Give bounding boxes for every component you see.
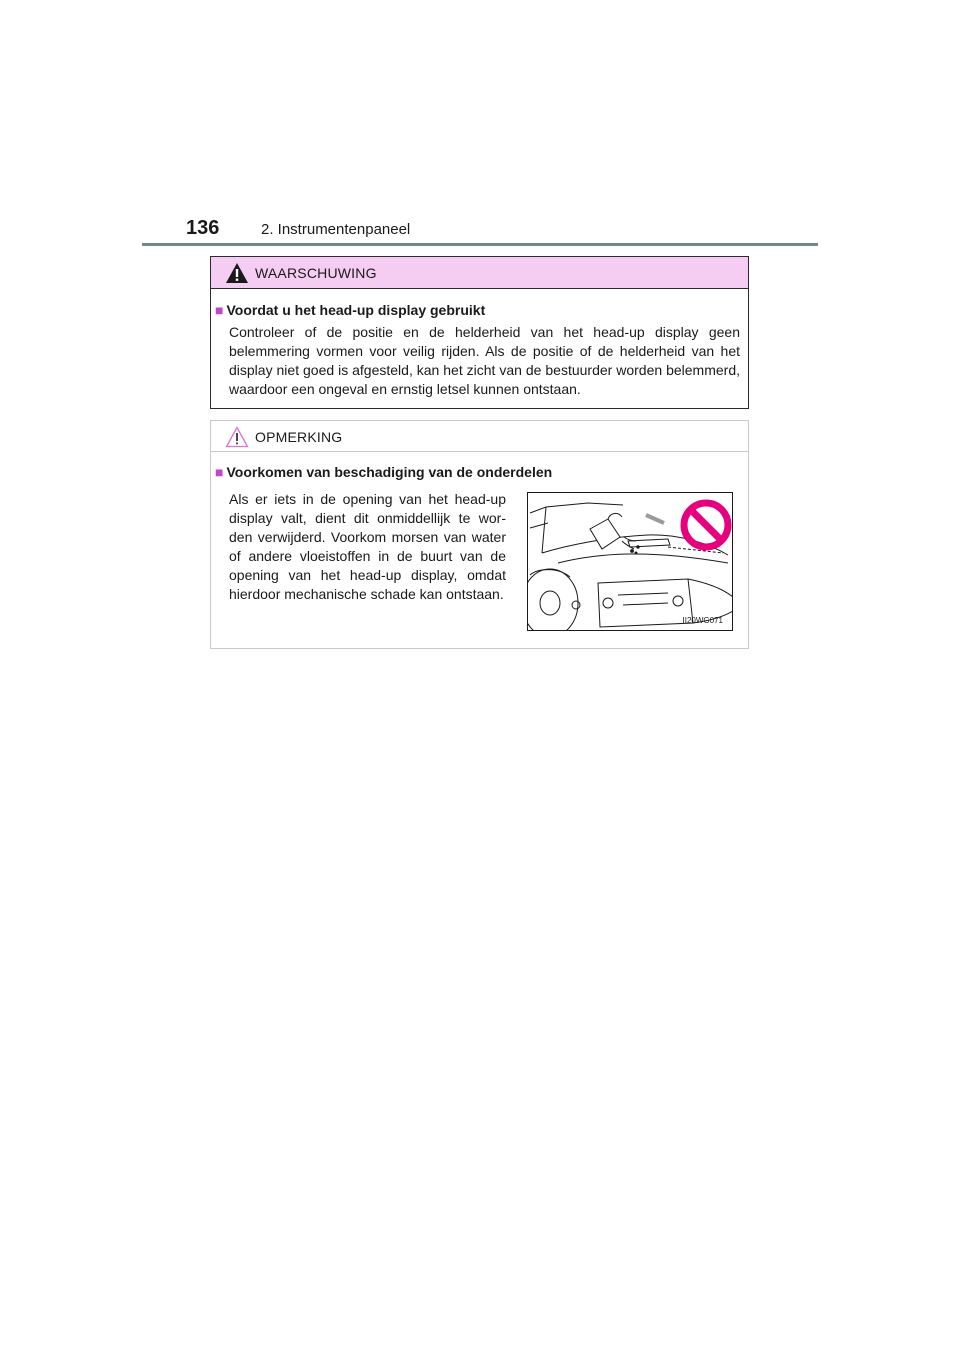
- notice-item-title: [215, 463, 552, 481]
- chapter-title: 2. Instrumentenpaneel: [261, 221, 411, 238]
- warning-item-title: [215, 301, 485, 319]
- warning-triangle-outline-icon: [225, 426, 249, 448]
- dashboard-drawing: [528, 493, 733, 631]
- dashboard-illustration: [527, 492, 733, 631]
- warning-label: WAARSCHUWING: [255, 265, 377, 281]
- figure-code: II20WG071: [682, 616, 723, 625]
- bullet-square: ■: [215, 302, 224, 318]
- warning-triangle-filled-icon: [225, 262, 249, 284]
- warning-title-text: Voordat u het head-up display gebruikt: [226, 302, 486, 318]
- bullet-square: ■: [215, 464, 224, 480]
- notice-text: Als er iets in de opening van het head-up display valt, dient dit onmiddellijk te wor- den verwijderd. Voorkom morsen van water of andere vloeistoffen in de buurt van de opening van het head-up display, omdat hierdoor mechanische schade kan ontstaan.: [229, 491, 506, 602]
- notice-box: [210, 420, 749, 649]
- notice-label: OPMERKING: [255, 429, 343, 445]
- notice-header: [211, 421, 748, 452]
- warning-box: [210, 256, 749, 409]
- warning-header: [211, 257, 748, 289]
- page-number: 136: [186, 217, 220, 239]
- prohibited-icon: [684, 503, 728, 547]
- notice-title-text: Voorkomen van beschadiging van de onderdelen: [226, 464, 553, 480]
- header-rule: [142, 243, 818, 246]
- warning-text: Controleer of de positie en de helderheid van het head-up display geen belemmering vormen voor veilig rijden. Als de positie of de helderheid van het display niet goed is afgesteld, kan het zicht van de bestuurder worden belemmerd, waardoor een ongeval en ernstig letsel kunnen ontstaan.: [229, 324, 740, 397]
